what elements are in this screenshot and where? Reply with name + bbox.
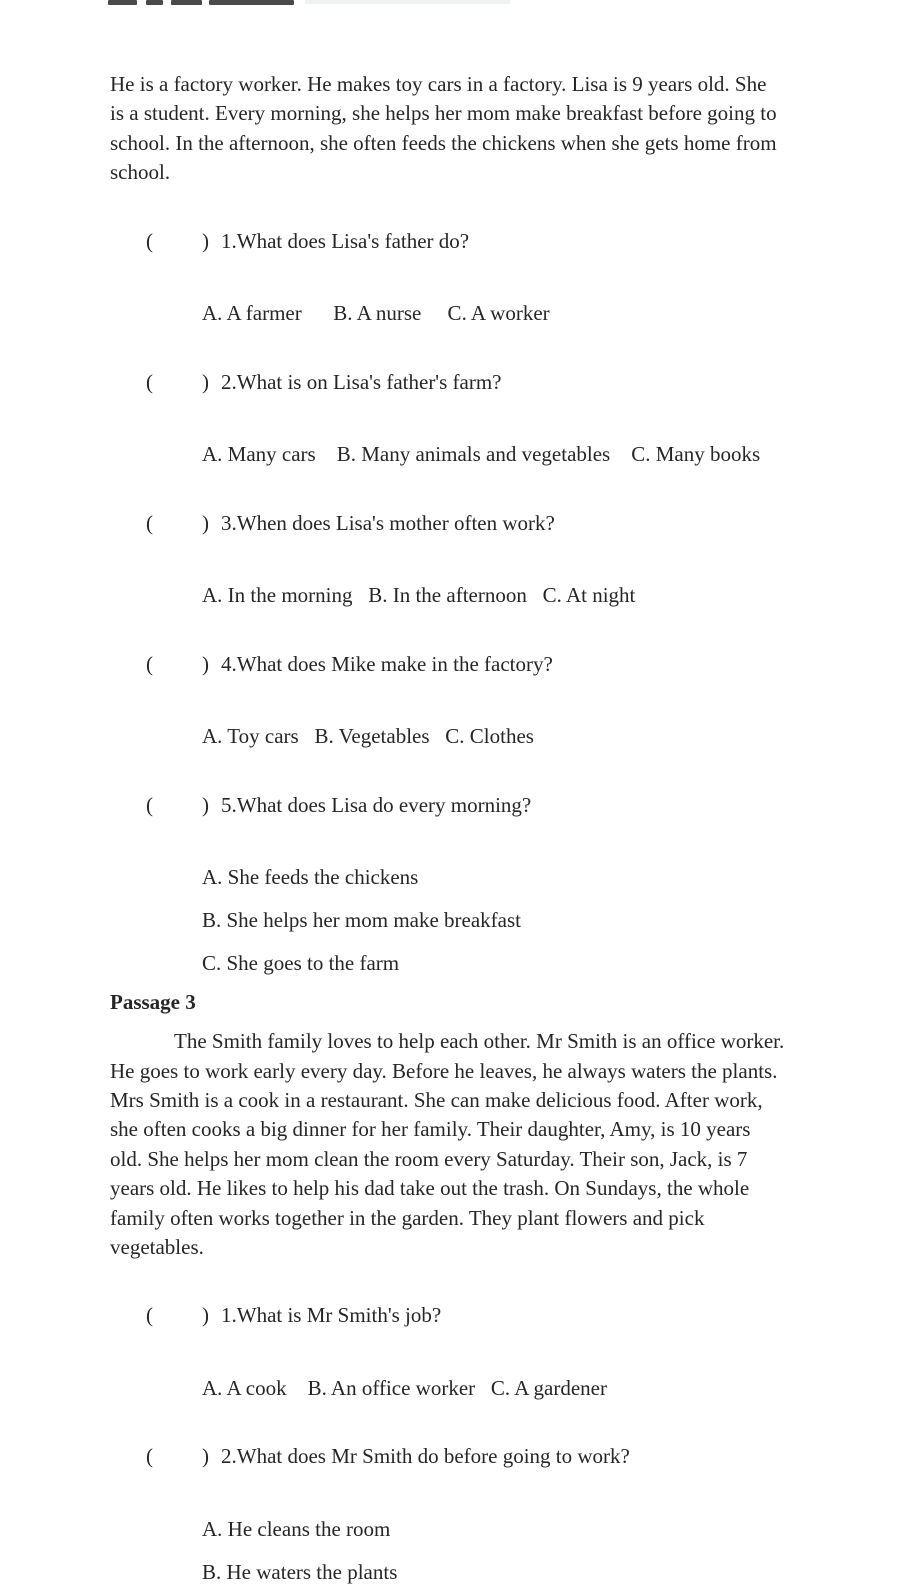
paragraph-line: school. [110,160,171,185]
answer-bracket [146,227,209,257]
question-text: 5.What does Lisa do every morning? [221,792,532,817]
question-row-p3-1 [110,1272,804,1361]
bracket-close: ) [202,510,209,535]
question-text: 2.What does Mr Smith do before going to work? [221,1444,630,1469]
bracket-close: ) [202,792,209,817]
question-row-p2-2 [110,338,804,427]
bracket-close: ) [202,1303,209,1328]
bracket-close: ) [202,228,209,253]
bracket-open: ( [146,1303,153,1328]
option-line: A. Many cars B. Many animals and vegetables C. Many books [202,442,761,467]
answer-bracket [146,1301,209,1331]
paragraph-line: vegetables. [110,1234,204,1259]
bracket-open: ( [146,651,153,676]
paragraph-line: He goes to work early every day. Before he leaves, he always waters the plants. [110,1058,778,1083]
question-text: 1.What does Lisa's father do? [221,228,470,253]
cut-off-line-artifact [0,0,904,6]
passage3-heading: Passage 3 [110,990,196,1015]
paragraph-line: family often works together in the garden. They plant flowers and pick [110,1205,705,1230]
answer-bracket [146,509,209,539]
passage3-paragraph [110,1027,804,1262]
question-text: 3.When does Lisa's mother often work? [221,510,555,535]
bracket-open: ( [146,1444,153,1469]
answer-bracket [146,650,209,680]
paragraph-line: years old. He likes to help his dad take out the trash. On Sundays, the whole [110,1176,750,1201]
bracket-open: ( [146,369,153,394]
option-line: A. Toy cars B. Vegetables C. Clothes [202,724,534,749]
question-text: 4.What does Mike make in the factory? [221,651,553,676]
artifact-segment [305,0,510,4]
paragraph-line: The Smith family loves to help each other. Mr Smith is an office worker. [174,1029,785,1054]
question-row-p2-3 [110,479,804,568]
artifact-segment [209,0,294,5]
question-row-p2-1 [110,197,804,286]
question-row-p2-4 [110,620,804,709]
artifact-segment [171,0,202,5]
bracket-open: ( [146,510,153,535]
option-line: A. In the morning B. In the afternoon C. At night [202,583,636,608]
paragraph-line: school. In the afternoon, she often feeds the chickens when she gets home from [110,130,777,155]
bracket-open: ( [146,792,153,817]
question-row-p2-5 [110,761,804,850]
bracket-close: ) [202,369,209,394]
question-text: 2.What is on Lisa's father's farm? [221,369,502,394]
option-line: A. He cleans the room [202,1516,391,1541]
artifact-segment [146,0,163,5]
option-line: B. She helps her mom make breakfast [202,908,521,933]
option-line: C. She goes to the farm [202,951,400,976]
paragraph-line: is a student. Every morning, she helps her mom make breakfast before going to [110,101,777,126]
question-text: 1.What is Mr Smith's job? [221,1303,442,1328]
option-line: A. A farmer B. A nurse C. A worker [202,301,550,326]
paragraph-line: He is a factory worker. He makes toy cars in a factory. Lisa is 9 years old. She [110,72,767,96]
passage2-paragraph [110,70,804,188]
bracket-open: ( [146,228,153,253]
question-row-p3-2 [110,1413,804,1502]
bracket-close: ) [202,1444,209,1469]
answer-bracket [146,791,209,821]
paragraph-line: Mrs Smith is a cook in a restaurant. She can make delicious food. After work, [110,1087,763,1112]
option-line: B. He waters the plants [202,1559,398,1584]
bracket-close: ) [202,651,209,676]
option-line: A. She feeds the chickens [202,865,419,890]
paragraph-line: old. She helps her mom clean the room every Saturday. Their son, Jack, is 7 [110,1146,748,1171]
option-line: A. A cook B. An office worker C. A gardener [202,1375,607,1400]
paragraph-line: she often cooks a big dinner for her family. Their daughter, Amy, is 10 years [110,1117,751,1142]
answer-bracket [146,1442,209,1472]
answer-bracket [146,368,209,398]
artifact-segment [108,0,137,5]
